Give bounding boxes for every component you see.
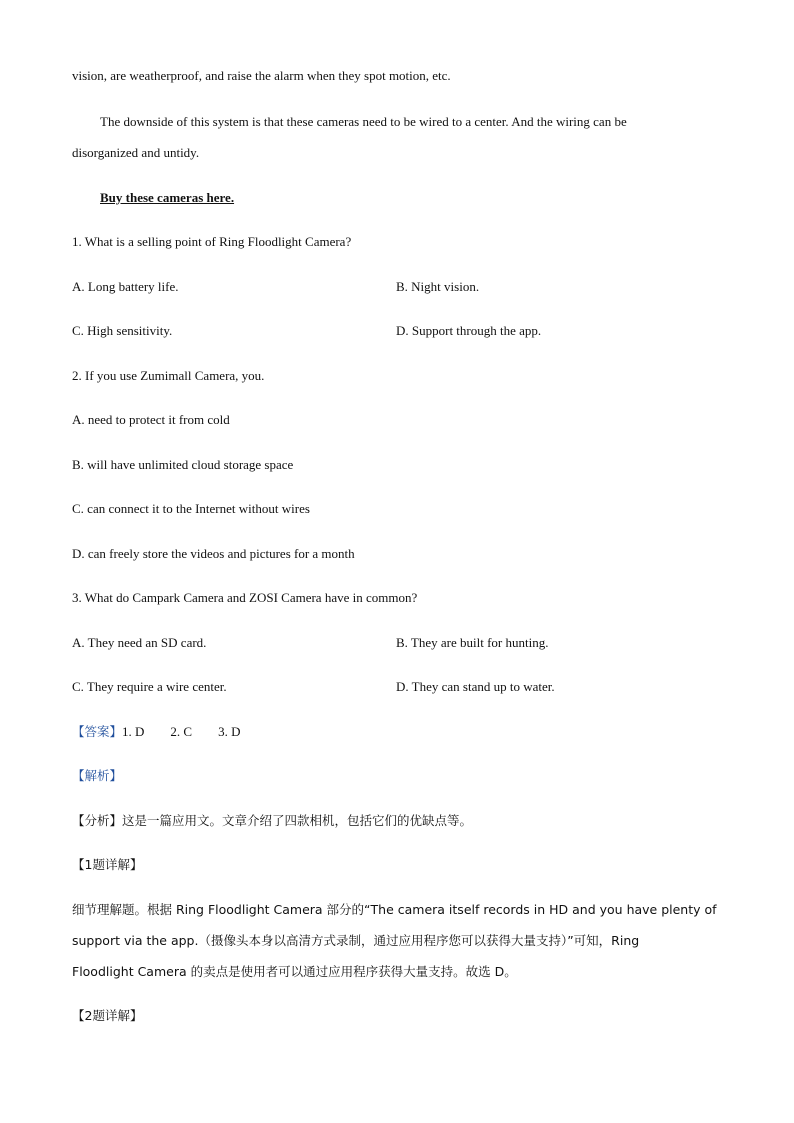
summary-text: 这是一篇应用文。文章介绍了四款相机，包括它们的优缺点等。 [122, 813, 473, 828]
q2-detail-heading: 【2题详解】 [72, 1008, 143, 1023]
passage-line: disorganized and untidy. [72, 145, 200, 160]
option-b: B. will have unlimited cloud storage space [72, 457, 294, 472]
question-stem: 1. What is a selling point of Ring Floodlight Camera? [72, 234, 352, 249]
passage-line: vision, are weatherproof, and raise the alarm when they spot motion, etc. [72, 68, 451, 83]
option-a: A. need to protect it from cold [72, 412, 230, 427]
question-stem: 3. What do Campark Camera and ZOSI Camera have in common? [72, 590, 418, 605]
passage-line: The downside of this system is that these cameras need to be wired to a center. And the wiring can be [100, 114, 627, 129]
answer-label: 【答案】 [72, 724, 123, 739]
option-b: B. Night vision. [396, 279, 480, 294]
option-c: C. High sensitivity. [72, 323, 173, 338]
answer-line [72, 723, 240, 741]
option-a: A. Long battery life. [72, 279, 179, 294]
answer-item: 1. D [122, 724, 145, 739]
analysis-heading: 【解析】 [72, 768, 123, 783]
option-c: C. can connect it to the Internet without wires [72, 501, 310, 516]
buy-cameras-link[interactable]: Buy these cameras here. [100, 190, 235, 205]
option-a: A. They need an SD card. [72, 635, 207, 650]
q1-detail-line: 细节理解题。根据 Ring Floodlight Camera 部分的“The camera itself records in HD and you have plenty of [72, 902, 717, 917]
option-c: C. They require a wire center. [72, 679, 227, 694]
analysis-summary [72, 812, 472, 830]
option-d: D. Support through the app. [396, 323, 542, 338]
question-stem: 2. If you use Zumimall Camera, you. [72, 368, 265, 383]
answer-item: 2. C [170, 724, 193, 739]
answer-item: 3. D [218, 724, 241, 739]
option-b: B. They are built for hunting. [396, 635, 549, 650]
summary-label: 【分析】 [72, 813, 123, 828]
q1-detail-line: support via the app.（摄像头本身以高清方式录制，通过应用程序您可以获得大量支持）”可知，Ring [72, 933, 640, 948]
option-d: D. They can stand up to water. [396, 679, 555, 694]
option-d: D. can freely store the videos and pictures for a month [72, 546, 355, 561]
q1-detail-line: Floodlight Camera 的卖点是使用者可以通过应用程序获得大量支持。故选 D。 [72, 964, 517, 979]
q1-detail-heading: 【1题详解】 [72, 857, 143, 872]
